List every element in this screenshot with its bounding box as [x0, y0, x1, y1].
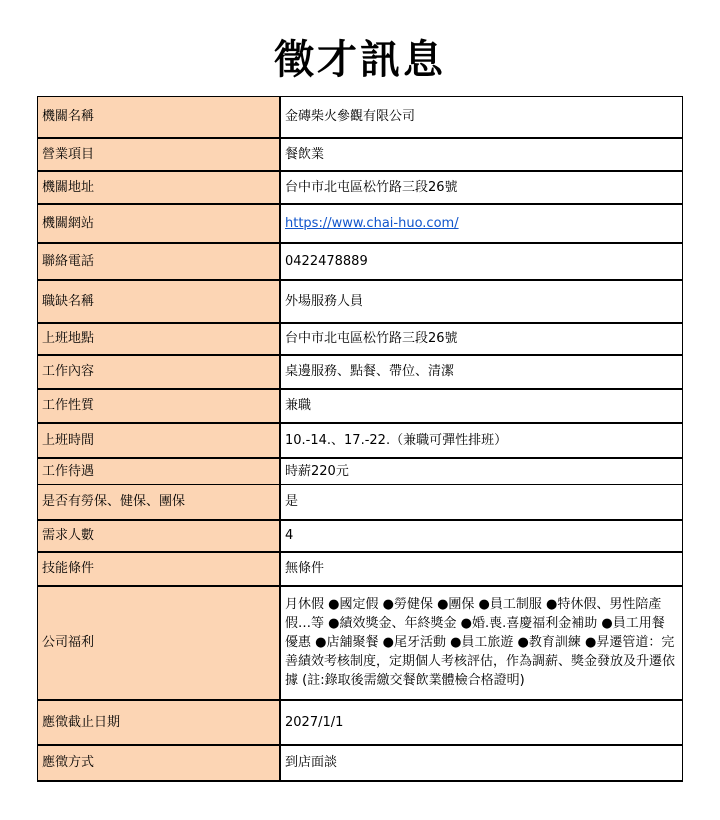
table-row — [38, 280, 683, 323]
table-row — [38, 700, 683, 745]
table-row — [38, 389, 683, 423]
row-value-salary: 時薪220元 — [280, 458, 683, 485]
table-row — [38, 745, 683, 781]
row-label-phone: 聯絡電話 — [38, 243, 281, 280]
table-row — [38, 423, 683, 458]
row-value-agency-name: 金磚柴火參觀有限公司 — [280, 97, 683, 138]
row-label-business: 營業項目 — [38, 138, 281, 171]
row-label-benefits: 公司福利 — [38, 586, 281, 700]
row-label-position: 職缺名稱 — [38, 280, 281, 323]
table-row — [38, 355, 683, 389]
row-value-work-location: 台中市北屯區松竹路三段26號 — [280, 323, 683, 355]
benefits-text: 月休假 ●國定假 ●勞健保 ●團保 ●員工制服 ●特休假、男性陪產假…等 ●績效獎金、年終獎金 ●婚.喪.喜慶福利金補助 ●員工用餐優惠 ●店舖聚餐 ●尾牙活動 ●員工旅遊 ●教育訓練 ●昇遷管道：完善績效考核制度，定期個人考核評估，作為調薪、獎金發放及升遷依據 (註:錄取後需繳交餐飲業體檢合格證明) — [285, 597, 676, 688]
table-row — [38, 586, 683, 700]
job-info-table — [37, 96, 683, 782]
table-row — [38, 485, 683, 520]
table-row — [38, 552, 683, 586]
page-title: 徵才訊息 — [274, 37, 446, 83]
row-value-headcount: 4 — [280, 520, 683, 552]
row-label-website: 機關網站 — [38, 204, 281, 243]
row-value-skills: 無條件 — [280, 552, 683, 586]
table-row — [38, 458, 683, 485]
row-value-phone: 0422478889 — [280, 243, 683, 280]
website-link[interactable]: https://www.chai-huo.com/ — [285, 215, 459, 231]
table-row — [38, 97, 683, 138]
row-label-deadline: 應徵截止日期 — [38, 700, 281, 745]
row-value-apply-method: 到店面談 — [280, 745, 683, 781]
row-value-job-type: 兼職 — [280, 389, 683, 423]
row-label-apply-method: 應徵方式 — [38, 745, 281, 781]
row-value-insurance: 是 — [280, 485, 683, 520]
row-label-work-location: 上班地點 — [38, 323, 281, 355]
table-row — [38, 138, 683, 171]
row-value-business: 餐飲業 — [280, 138, 683, 171]
table-row — [38, 171, 683, 204]
row-label-address: 機關地址 — [38, 171, 281, 204]
table-row — [38, 520, 683, 552]
row-label-agency-name: 機關名稱 — [38, 97, 281, 138]
table-row — [38, 243, 683, 280]
row-label-skills: 技能條件 — [38, 552, 281, 586]
row-value-position: 外場服務人員 — [280, 280, 683, 323]
row-label-work-hours: 上班時間 — [38, 423, 281, 458]
row-label-job-type: 工作性質 — [38, 389, 281, 423]
row-value-deadline: 2027/1/1 — [280, 700, 683, 745]
row-label-salary: 工作待遇 — [38, 458, 281, 485]
row-value-website — [280, 204, 683, 243]
row-value-work-hours: 10.-14.、17.-22.（兼職可彈性排班） — [280, 423, 683, 458]
table-row — [38, 204, 683, 243]
row-label-headcount: 需求人數 — [38, 520, 281, 552]
row-value-address: 台中市北屯區松竹路三段26號 — [280, 171, 683, 204]
row-value-benefits — [280, 586, 683, 700]
row-label-job-content: 工作內容 — [38, 355, 281, 389]
table-row — [38, 323, 683, 355]
row-value-job-content: 桌邊服務、點餐、帶位、清潔 — [280, 355, 683, 389]
row-label-insurance: 是否有勞保、健保、團保 — [38, 485, 281, 520]
